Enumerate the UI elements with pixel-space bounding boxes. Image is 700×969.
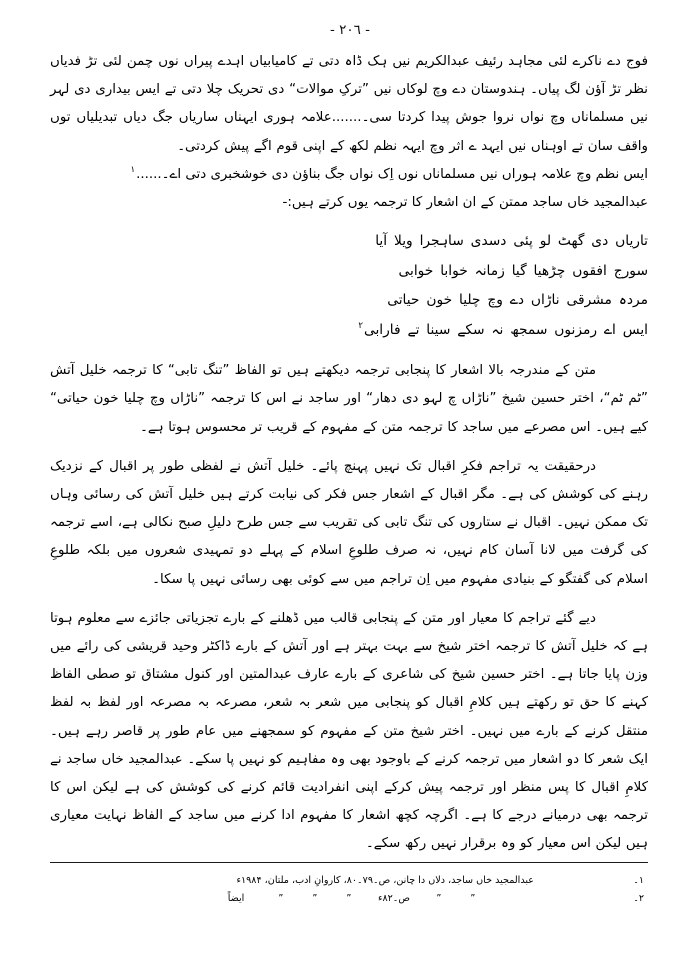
footnote-ditto-4: ” — [436, 892, 442, 904]
footnote-ditto-1: ” — [278, 892, 284, 904]
page-number: - ٢٠٦ - — [329, 22, 371, 38]
verse-line-4: ایس اے رمزنوں سمجھ نہ سکے سینا تے فارابی — [363, 321, 648, 338]
paragraph-analysis-2: درحقیقت یہ تراجم فکرِ اقبال تک نہیں پہنچ پائے۔ خلیل آتش نے لفظی طور پر اقبال کے نزدیک رہنے کی کوشش کی ہے۔ مگر اقبال کے اشعار جس فکر کی نیابت کرتے ہیں خلیل آتش کی رسائی وہاں تک ممکن نہیں۔ اقبال نے ستاروں کی تنگ تابی کی تقریب سے جس طرح دلیلِ صبح نکالی ہے، اسے ترجمہ کی گرفت میں لانا آسان کام نہیں، نہ صرف طلوعِ اسلام کے پہلے دو تمہیدی شعروں میں بلکہ طلوعِ اسلام کی گفتگو کے بنیادی مفہوم میں اِن تراجم میں سے کوئی بھی رسائی نہیں پا سکا۔ — [50, 458, 648, 587]
footnote-marker-2: ۲ — [358, 321, 363, 332]
footnote-list — [50, 872, 648, 907]
footnote-ibid-label: ایضاً — [227, 892, 245, 904]
footnote-row-2 — [50, 890, 648, 908]
verse-line-4-wrapper — [50, 316, 648, 346]
footnote-text-2 — [50, 890, 610, 908]
footnote-text-1: عبدالمجید خاں ساجد، دلاں دا چانن، ص۔۷۹۔۸۰، کاروانِ ادب، ملتان، ۱۹۸۴ء — [236, 875, 534, 886]
footnote-number-1: ۱۔ — [633, 875, 644, 886]
footnote-ditto-2: ” — [312, 892, 318, 904]
quote-line-wrapper — [50, 161, 648, 189]
paragraph-analysis-1: متن کے مندرجہ بالا اشعار کا پنجابی ترجمہ دیکھتے ہیں تو الفاظ ”تنگ تابی“ کا ترجمہ خلیل آتش ”ٹم ٹم“، اختر حسین شیخ ”ناڑاں چ لہو دی دھار“ اور ساجد نے اس کا ترجمہ ”ناڑاں وچ چلیا خون حیاتی“ کیے ہیں۔ اس مصرعے میں ساجد کا ترجمہ متن کے مفہوم کے قریب تر محسوس ہوتا ہے۔ — [50, 363, 648, 435]
verse-block — [50, 227, 648, 345]
text-column — [50, 48, 648, 859]
footnote-ditto-5: ” — [470, 892, 476, 904]
paragraph-spacer-1 — [50, 442, 648, 453]
verse-line-1: تاریاں دی گھٹ لو پئی دسدی ساہجرا ویلا آیا — [375, 233, 648, 250]
verse-line-2: سورج افقوں چڑھیا گیا زمانہ خوابا خوابی — [398, 262, 648, 279]
footnote-number-2: ۲۔ — [633, 892, 644, 904]
footnote-separator-rule — [50, 862, 648, 863]
verse-line-3: مردہ مشرقی ناڑاں دے وچ چلیا خون حیاتی — [387, 292, 648, 309]
translation-lead-line: عبدالمجید خاں ساجد ممتن کے ان اشعار کا ترجمہ یوں کرتے ہیں:- — [282, 195, 648, 211]
paragraph-spacer-2 — [50, 594, 648, 605]
footnote-page-ref: ص۔۸۲ء — [377, 892, 411, 904]
footnote-ditto-3: ” — [346, 892, 352, 904]
paragraph-opening: فوج دے ناکرے لئی مجاہد رئیف عبدالکریم نیں ہک ڈاہ دتی تے کامیابیاں اہدے پیراں نوں چمن لئی تڑ فدیاں نظر تڑ آؤن لگ پیاں۔ ہندوستان دے وچ لوکاں نیں ”ترکِ موالات“ دی تحریک چلا دتی تے ایس بیداری دی لہر نیں مسلماناں وچ نواں نروا جوش پیدا کردتا سی۔.......علامہ ہوری ایہناں ساریاں جگ دیاں تبدیلیاں توں واقف سان تے اوہناں نیں ایہد ے اثر وچ ایہہ نظم لکھ کے اپنی قوم اگے پیش کردتی۔ — [50, 54, 648, 154]
footnote-marker-1: ۱ — [130, 165, 136, 176]
paragraph-analysis-3: دیے گئے تراجم کا معیار اور متن کے پنجابی قالب میں ڈھلنے کے بارے تجزیاتی جائزے سے معلوم ہوتا ہے کہ خلیل آتش کا ترجمہ اختر شیخ سے بہت بہتر ہے اور آتش کے بارے ڈاکٹر وحید قریشی کی رائے میں وزن پایا جاتا ہے۔ اختر حسین شیخ کی شاعری کے بارے عارف عبدالمتین اور کنول مشتاق تو صطی الفاظ کہنے کا حق تو رکھتے ہیں کلامِ اقبال کو پنجابی میں شعر بہ شعر، مصرعہ بہ مصرعہ اور لفظ بہ لفظ منتقل کرنے کے بارے میں نہیں۔ اختر شیخ متن کے مفہوم کو سمجھنے میں عام طور پر قاصر رہے ہیں۔ ایک شعر کا دو اشعار میں ترجمہ کرنے کے باوجود بھی وہ مفاہیم کو نہیں پا سکے۔ عبدالمجید خاں ساجد نے کلامِ اقبال کا پس منظر اور ترجمہ پیش کرکے اپنی انفرادیت قائم کرنے کی کوشش کی ہے لیکن اس کا ترجمہ بھی درمیانے درجے کا ہے۔ اگرچہ کچھ اشعار کا مفہوم ادا کرنے میں ساجد کے الفاظ نہایت معیاری ہیں لیکن اس معیار کو وہ برقرار نہیں رکھ سکے۔ — [50, 610, 648, 852]
footnote-row-1 — [50, 872, 648, 890]
quote-line-text: ایس نظم وچ علامہ ہوراں نیں مسلماناں نوں اِک نواں جگ بناؤن دی خوشخبری دتی اے۔...... — [136, 166, 648, 182]
